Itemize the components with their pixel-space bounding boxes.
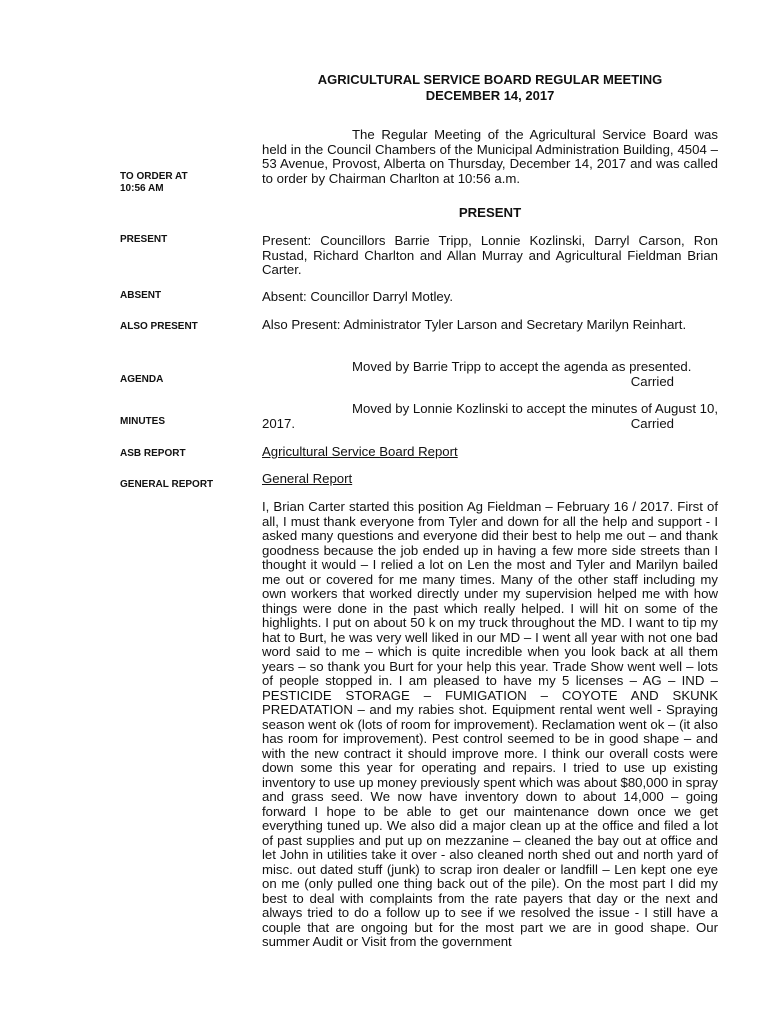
side-label-absent: ABSENT <box>120 290 162 301</box>
side-label-general-report: GENERAL REPORT <box>120 479 214 490</box>
side-label-present: PRESENT <box>120 234 168 245</box>
intro-paragraph: The Regular Meeting of the Agricultural Service Board was held in the Council Chambers of the Municipal Administration Building, 4504 – 53 Avenue, Provost, Alberta on Thursday, December 14, 2017 and was called to order by Chairman Charlton at 10:56 a.m. <box>262 127 718 186</box>
to-order-line-1: TO ORDER AT <box>120 171 188 182</box>
agenda-motion-text: Moved by Barrie Tripp to accept the agenda as presented. <box>352 359 692 374</box>
title-line-2: DECEMBER 14, 2017 <box>425 88 555 103</box>
to-order-line-2: 10:56 AM <box>120 183 164 194</box>
side-label-asb-report: ASB REPORT <box>120 448 186 459</box>
minutes-motion-text: Moved by Lonnie Kozlinski to accept the minutes of August 10, 2017. <box>262 401 718 431</box>
general-report-heading: General Report <box>262 471 353 486</box>
title-line-1: AGRICULTURAL SERVICE BOARD REGULAR MEETING <box>317 72 663 87</box>
general-report-paragraph: I, Brian Carter started this position Ag Fieldman – February 16 / 2017. First of all, I must thank everyone from Tyler and down for all the help and support - I asked many questions and everyone did their best to help me out – and thank goodness because the job ended up in having a few more side streets than I thought it would – I relied a lot on Len the most and Tyler and Marilyn bailed me out or covered for me many times. Many of the other staff including my own workers that worked directly under my supervision helped me with how things were done in the past which really helped. I will hit on some of the highlights. I put on about 50 k on my truck throughout the MD. I want to tip my hat to Burt, he was very well liked in our MD – I went all year with not one bad word said to me – which is quite incredible when you look back at all them years – so thank you Burt for your help this year. Trade Show went well – lots of people stopped in. I am pleased to have my 5 licenses – AG – IND – PESTICIDE STORAGE – FUMIGATION – COYOTE AND SKUNK PREDATATION – and my rabies shot. Equipment rental went well - Spraying season went ok (lots of room for improvement). Reclamation went ok – (it also has room for improvement). Pest control seemed to be in good shape – and with the new contract it should improve more. I think our overall costs were down some this year for operating and repairs. I tried to use up existing inventory to use up money previously spent which was about $80,000 in spray and grass seed. We now have inventory down to about 14,000 – going forward I hope to be able to get our maintenance down once we get everything tuned up. We also did a major clean up at the office and filed a lot of past supplies and put up on mezzanine – cleaned the bay out at office and let John in utilities take it over - also cleaned north shed out and north yard of misc. out dated stuff (junk) to scrap iron dealer or landfill – Len kept one eye on me (only pulled one thing back out of the pile). On the most part I did my best to deal with complaints from the rate payers that day or the next and always tried to do a follow up to see if we resolved the issue - I still have a couple that are ongoing but for the most part we are in good shape. Our summer Audit or Visit from the government <box>262 499 718 949</box>
minutes-carried: Carried <box>630 415 674 431</box>
meeting-title <box>262 72 718 104</box>
side-label-agenda: AGENDA <box>120 374 164 385</box>
side-label-minutes: MINUTES <box>120 416 165 427</box>
present-heading: PRESENT <box>458 205 522 220</box>
minutes-motion <box>262 402 718 431</box>
also-present-paragraph: Also Present: Administrator Tyler Larson and Secretary Marilyn Reinhart. <box>262 317 687 332</box>
asb-report-heading: Agricultural Service Board Report <box>262 444 458 459</box>
agenda-motion <box>262 360 718 389</box>
side-label-to-order <box>120 171 245 195</box>
agenda-carried: Carried <box>630 373 674 389</box>
side-label-also-present: ALSO PRESENT <box>120 321 198 332</box>
present-paragraph: Present: Councillors Barrie Tripp, Lonnie Kozlinski, Darryl Carson, Ron Rustad, Richard Charlton and Allan Murray and Agricultural Fieldman Brian Carter. <box>262 233 718 277</box>
absent-paragraph: Absent: Councillor Darryl Motley. <box>262 289 454 304</box>
